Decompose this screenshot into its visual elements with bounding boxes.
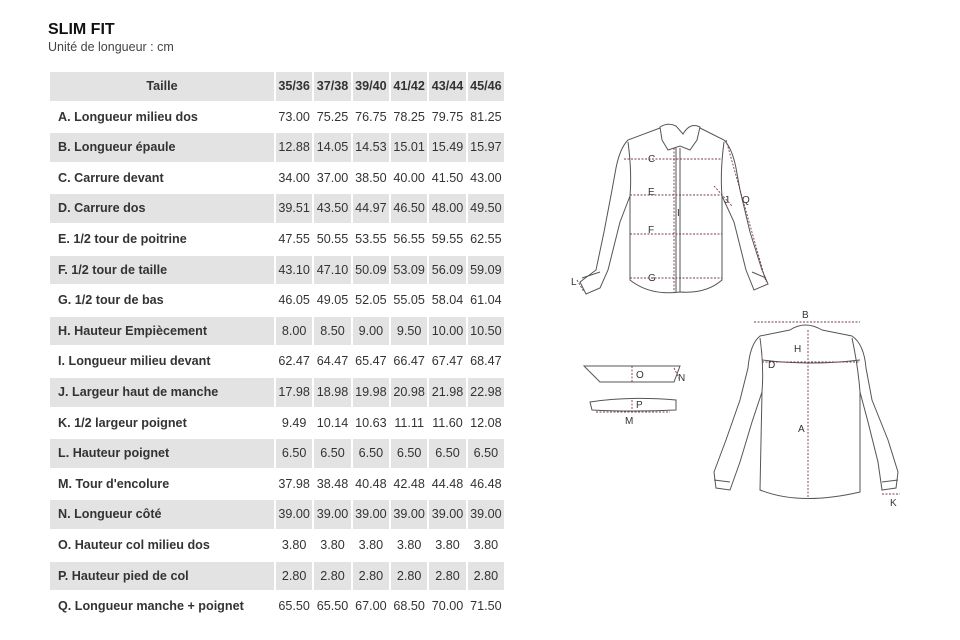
measurement-value: 21.98 (429, 378, 465, 409)
measurement-value: 18.98 (314, 378, 350, 409)
label-k: K (890, 498, 897, 509)
measurement-value: 43.10 (276, 256, 312, 287)
measurement-label: A. Longueur milieu dos (50, 103, 274, 134)
measurement-value: 38.48 (314, 470, 350, 501)
measurement-value: 42.48 (391, 470, 427, 501)
measurement-value: 6.50 (429, 439, 465, 470)
chart-title: SLIM FIT (48, 21, 115, 38)
measurement-label: E. 1/2 tour de poitrine (50, 225, 274, 256)
unit-caption: Unité de longueur : cm (48, 40, 174, 54)
measurement-value: 12.08 (468, 409, 504, 440)
measurement-value: 10.50 (468, 317, 504, 348)
label-a: A (798, 424, 805, 435)
measurement-value: 62.55 (468, 225, 504, 256)
measurement-label: I. Longueur milieu devant (50, 347, 274, 378)
measurement-value: 41.50 (429, 164, 465, 195)
measurement-label: J. Largeur haut de manche (50, 378, 274, 409)
measurement-value: 3.80 (314, 531, 350, 562)
label-o: O (636, 370, 644, 381)
measurement-value: 3.80 (276, 531, 312, 562)
measurement-value: 50.09 (353, 256, 389, 287)
measurement-value: 43.00 (468, 164, 504, 195)
measurement-label: D. Carrure dos (50, 194, 274, 225)
measurement-value: 59.55 (429, 225, 465, 256)
label-h: H (794, 344, 802, 355)
measurement-label: K. 1/2 largeur poignet (50, 409, 274, 440)
label-j: J (724, 195, 729, 206)
measurement-value: 46.50 (391, 194, 427, 225)
measurement-value: 6.50 (314, 439, 350, 470)
label-d: D (768, 360, 776, 371)
measurement-value: 65.47 (353, 347, 389, 378)
measurement-label: Q. Longueur manche + poignet (50, 592, 274, 623)
measurement-label: H. Hauteur Empiècement (50, 317, 274, 348)
label-g: G (648, 273, 656, 284)
measurement-label: P. Hauteur pied de col (50, 562, 274, 593)
label-p: P (636, 400, 643, 411)
measurement-value: 65.50 (314, 592, 350, 623)
measurement-value: 68.47 (468, 347, 504, 378)
measurement-value: 55.05 (391, 286, 427, 317)
size-header: 37/38 (314, 72, 350, 103)
measurement-value: 67.47 (429, 347, 465, 378)
size-header: 45/46 (468, 72, 504, 103)
label-l: L (571, 277, 577, 288)
measurement-value: 40.00 (391, 164, 427, 195)
measurement-value: 73.00 (276, 103, 312, 134)
label-c: C (648, 154, 656, 165)
measurement-value: 2.80 (276, 562, 312, 593)
measurement-value: 6.50 (468, 439, 504, 470)
measurement-value: 20.98 (391, 378, 427, 409)
shirt-back-illustration (714, 325, 898, 499)
label-e: E (648, 187, 655, 198)
measurement-value: 17.98 (276, 378, 312, 409)
measurement-value: 39.51 (276, 194, 312, 225)
measurement-value: 6.50 (353, 439, 389, 470)
measurement-value: 56.55 (391, 225, 427, 256)
measurement-label: B. Longueur épaule (50, 133, 274, 164)
measurement-value: 10.63 (353, 409, 389, 440)
measurement-value: 39.00 (276, 500, 312, 531)
measurement-value: 46.48 (468, 470, 504, 501)
measurement-value: 75.25 (314, 103, 350, 134)
measurement-value: 61.04 (468, 286, 504, 317)
measurement-value: 2.80 (468, 562, 504, 593)
measurement-label: N. Longueur côté (50, 500, 274, 531)
measurement-value: 3.80 (468, 531, 504, 562)
measurement-value: 10.00 (429, 317, 465, 348)
measurement-value: 47.55 (276, 225, 312, 256)
measurement-value: 67.00 (353, 592, 389, 623)
measurement-value: 66.47 (391, 347, 427, 378)
measurement-value: 10.14 (314, 409, 350, 440)
measurement-value: 2.80 (429, 562, 465, 593)
measurement-label: L. Hauteur poignet (50, 439, 274, 470)
front-measure-lines (577, 140, 766, 292)
measurement-value: 39.00 (353, 500, 389, 531)
measurement-value: 49.05 (314, 286, 350, 317)
measurement-value: 15.01 (391, 133, 427, 164)
measurement-value: 76.75 (353, 103, 389, 134)
label-q: Q (742, 195, 750, 206)
label-m: M (625, 416, 634, 427)
measurement-value: 43.50 (314, 194, 350, 225)
measurement-value: 19.98 (353, 378, 389, 409)
measurement-value: 37.98 (276, 470, 312, 501)
size-header: 43/44 (429, 72, 465, 103)
measurement-value: 9.49 (276, 409, 312, 440)
measurement-value: 3.80 (429, 531, 465, 562)
measurement-value: 15.97 (468, 133, 504, 164)
size-corner-label: Taille (50, 72, 274, 103)
measurement-value: 34.00 (276, 164, 312, 195)
measurement-value: 15.49 (429, 133, 465, 164)
measurement-value: 48.00 (429, 194, 465, 225)
measurement-value: 50.55 (314, 225, 350, 256)
label-n: N (678, 373, 686, 384)
measurement-value: 70.00 (429, 592, 465, 623)
measurement-value: 6.50 (391, 439, 427, 470)
measurement-value: 46.05 (276, 286, 312, 317)
measurement-label: G. 1/2 tour de bas (50, 286, 274, 317)
measurement-value: 6.50 (276, 439, 312, 470)
measurement-value: 68.50 (391, 592, 427, 623)
measurement-value: 9.00 (353, 317, 389, 348)
measurement-value: 3.80 (391, 531, 427, 562)
measurement-value: 64.47 (314, 347, 350, 378)
size-header: 39/40 (353, 72, 389, 103)
measurement-value: 39.00 (468, 500, 504, 531)
measurement-value: 39.00 (391, 500, 427, 531)
measurement-value: 53.09 (391, 256, 427, 287)
measurement-value: 44.48 (429, 470, 465, 501)
measurement-value: 11.11 (391, 409, 427, 440)
measurement-value: 65.50 (276, 592, 312, 623)
measurement-value: 81.25 (468, 103, 504, 134)
measurement-value: 47.10 (314, 256, 350, 287)
measurement-value: 11.60 (429, 409, 465, 440)
measurement-value: 39.00 (429, 500, 465, 531)
measurement-value: 39.00 (314, 500, 350, 531)
measurement-value: 49.50 (468, 194, 504, 225)
measurement-label: M. Tour d'encolure (50, 470, 274, 501)
label-b: B (802, 310, 809, 321)
measurement-value: 8.50 (314, 317, 350, 348)
measurement-value: 22.98 (468, 378, 504, 409)
measurement-value: 58.04 (429, 286, 465, 317)
measurement-value: 2.80 (391, 562, 427, 593)
measurement-label: F. 1/2 tour de taille (50, 256, 274, 287)
measurement-value: 78.25 (391, 103, 427, 134)
size-header: 35/36 (276, 72, 312, 103)
measurement-value: 53.55 (353, 225, 389, 256)
label-i: I (677, 208, 680, 219)
measurement-value: 8.00 (276, 317, 312, 348)
measurement-value: 2.80 (314, 562, 350, 593)
measurement-value: 14.53 (353, 133, 389, 164)
measurement-value: 62.47 (276, 347, 312, 378)
measurement-value: 79.75 (429, 103, 465, 134)
measurement-value: 9.50 (391, 317, 427, 348)
measurement-value: 3.80 (353, 531, 389, 562)
measurement-value: 2.80 (353, 562, 389, 593)
measurement-value: 52.05 (353, 286, 389, 317)
measurement-label: C. Carrure devant (50, 164, 274, 195)
size-header: 41/42 (391, 72, 427, 103)
measurement-value: 40.48 (353, 470, 389, 501)
measurement-value: 12.88 (276, 133, 312, 164)
measurement-value: 14.05 (314, 133, 350, 164)
measurement-value: 71.50 (468, 592, 504, 623)
back-measure-lines (754, 322, 900, 498)
measurement-value: 59.09 (468, 256, 504, 287)
measurement-value: 44.97 (353, 194, 389, 225)
measurement-value: 38.50 (353, 164, 389, 195)
measurement-value: 37.00 (314, 164, 350, 195)
label-f: F (648, 225, 655, 236)
measurement-value: 56.09 (429, 256, 465, 287)
measurement-label: O. Hauteur col milieu dos (50, 531, 274, 562)
